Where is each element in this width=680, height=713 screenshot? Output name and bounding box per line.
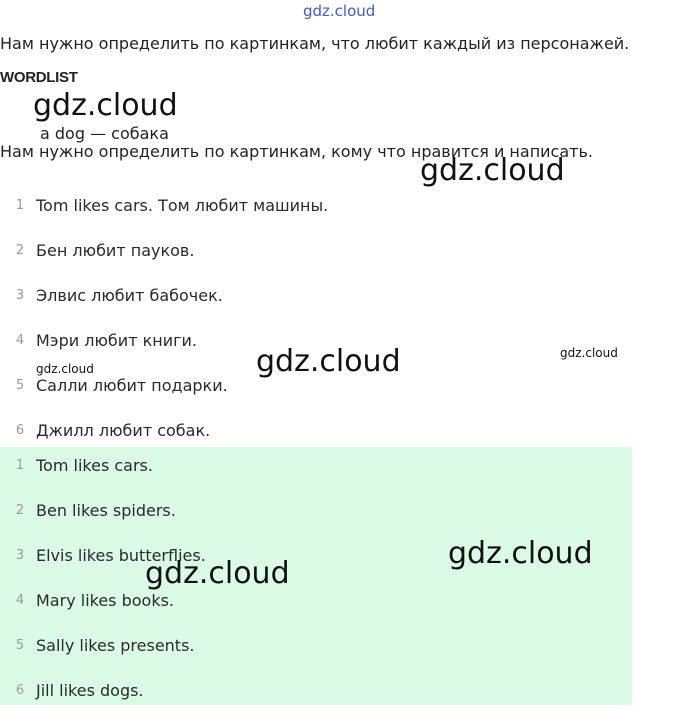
list-item — [0, 443, 632, 488]
item-number: 3 — [15, 548, 25, 563]
watermark: gdz.cloud — [256, 344, 401, 379]
item-number: 1 — [15, 458, 25, 473]
answer-list — [0, 443, 632, 713]
wordlist-heading: WORDLIST — [0, 69, 78, 86]
item-number: 6 — [15, 683, 25, 698]
item-number: 5 — [15, 378, 25, 393]
task-intro-2: Нам нужно определить по картинкам, кому что нравится и написать. — [0, 142, 593, 161]
item-number: 4 — [15, 333, 25, 348]
translation-list — [0, 183, 632, 453]
item-number: 2 — [15, 503, 25, 518]
watermark-top: gdz.cloud — [303, 2, 376, 20]
watermark: gdz.cloud — [560, 346, 618, 360]
item-text: Мэри любит книги. — [36, 331, 198, 350]
item-text: Джилл любит собак. — [36, 421, 211, 440]
list-item — [0, 488, 632, 533]
watermark: gdz.cloud — [145, 556, 290, 591]
item-text: Jill likes dogs. — [36, 681, 144, 700]
item-number: 2 — [15, 243, 25, 258]
list-item — [0, 578, 632, 623]
wordlist-item-text: a dog — собака — [40, 124, 169, 143]
item-text: Салли любит подарки. — [36, 376, 228, 395]
item-number: 6 — [15, 423, 25, 438]
item-text: Tom likes cars. — [36, 456, 153, 475]
list-item — [0, 273, 632, 318]
list-item — [0, 668, 632, 713]
item-text: Sally likes presents. — [36, 636, 195, 655]
list-item — [0, 228, 632, 273]
watermark: gdz.cloud — [33, 88, 178, 123]
list-item — [0, 183, 632, 228]
item-number: 1 — [15, 198, 25, 213]
task-intro: Нам нужно определить по картинкам, что любит каждый из персонажей. — [0, 34, 630, 53]
item-number: 3 — [15, 288, 25, 303]
item-text: Elvis likes butterflies. — [36, 546, 206, 565]
list-item — [0, 623, 632, 668]
watermark: gdz.cloud — [36, 362, 94, 376]
watermark: gdz.cloud — [420, 153, 565, 188]
item-text: Tom likes cars. Том любит машины. — [36, 196, 329, 215]
watermark: gdz.cloud — [448, 536, 593, 571]
item-text: Элвис любит бабочек. — [36, 286, 223, 305]
item-text: Бен любит пауков. — [36, 241, 195, 260]
item-number: 4 — [15, 593, 25, 608]
item-text: Ben likes spiders. — [36, 501, 176, 520]
item-text: Mary likes books. — [36, 591, 175, 610]
item-number: 5 — [15, 638, 25, 653]
